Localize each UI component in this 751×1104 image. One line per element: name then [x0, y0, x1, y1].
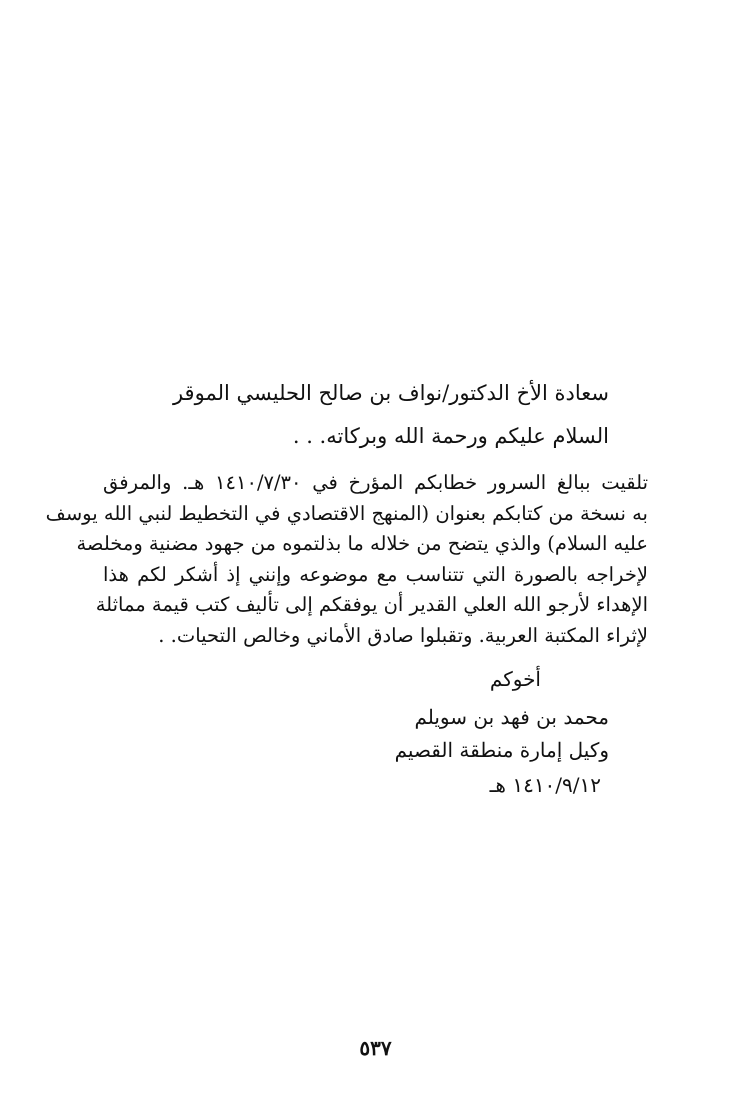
body-line: به نسخة من كتابكم بعنوان (المنهج الاقتصادي في التخطيط لنبي الله يوسف	[45, 501, 648, 525]
body-line: لإثراء المكتبة العربية. وتقبلوا صادق الأماني وخالص التحيات. .	[158, 623, 648, 647]
body-line: تلقيت ببالغ السرور خطابكم المؤرخ في ١٤١٠/٧/٣٠ هـ. والمرفق	[103, 471, 649, 494]
letter-greeting: السلام عليكم ورحمة الله وبركاته. . .	[292, 424, 609, 448]
body-line: لإخراجه بالصورة التي تتناسب مع موضوعه وإنني إذ أشكر لكم هذا	[103, 562, 648, 586]
signoff-closing: أخوكم	[489, 667, 541, 691]
body-line: الإهداء لأرجو الله العلي القدير أن يوفقكم إلى تأليف كتب قيمة مماثلة	[95, 593, 648, 616]
signoff-date: ١٤١٠/٩/١٢ هـ	[489, 773, 601, 797]
body-line: عليه السلام) والذي يتضح من خلاله ما بذلتموه من جهود مضنية ومخلصة	[76, 532, 648, 555]
signoff-name: محمد بن فهد بن سويلم	[414, 705, 609, 729]
page-number: ٥٣٧	[359, 1036, 392, 1060]
letter-body	[45, 468, 649, 651]
signoff-title: وكيل إمارة منطقة القصيم	[394, 738, 609, 762]
letter-salutation: سعادة الأخ الدكتور/نواف بن صالح الحليسي الموقر	[172, 381, 609, 405]
